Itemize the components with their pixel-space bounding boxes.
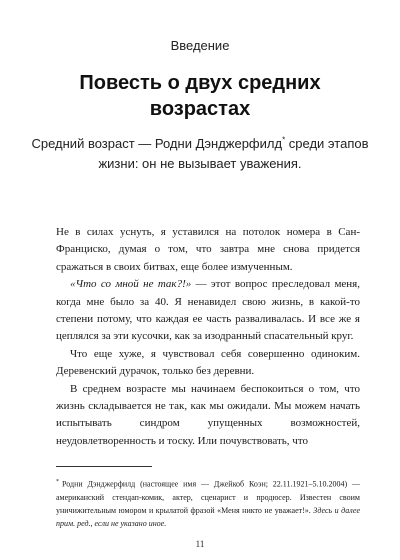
footnote-text: Родни Дэнджерфилд (настоящее имя — Джейкоб Коэн; 22.11.1921–5.10.2004) — американский стендап-комик, актер, сценарист и продюсер. Известен своим уничижительным юмором и крылатой фразой «Меня никто не уважает!». — [56, 479, 360, 515]
footnote-reference: * — [282, 135, 286, 145]
footnote-mark: * — [56, 479, 59, 485]
footnote — [56, 476, 360, 530]
epigraph-text-start: Средний возраст — Родни Дэнджерфилд — [31, 136, 283, 151]
body-text — [56, 224, 360, 450]
epigraph — [30, 134, 370, 174]
paragraph-2-text: — этот вопрос преследовал меня, когда мне было за 40. Я ненавидел свою жизнь, в какой-то степени потому, что каждая ее часть разваливалась. И все же я цеплялся за эти кусочки, как за изодранный спасательный круг. — [56, 278, 360, 343]
section-label: Введение — [170, 38, 230, 53]
paragraph-4: В среднем возрасте мы начинаем беспокоиться о том, что жизнь складывается не так, как мы ожидали. Мы можем начать испытывать синдром упущенных возможностей, неудовлетворенность и тоску. Или почувствовать, что — [56, 382, 360, 447]
paragraph-1: Не в силах уснуть, я уставился на потолок номера в Сан-Франциско, думая о том, что завтра мне снова придется сражаться в своих битвах, еще более измученным. — [56, 226, 360, 273]
epigraph-text-end: среди этапов жизни: он не вызывает уважения. — [98, 136, 369, 171]
paragraph-2-quote: «Что со мной не так?!» — [70, 278, 192, 291]
chapter-title: Повесть о двух средних возрастах — [79, 72, 321, 120]
paragraph-2 — [56, 276, 360, 346]
footnote-divider — [56, 466, 152, 467]
paragraph-3: Что еще хуже, я чувствовал себя совершенно одиноким. Деревенский дурачок, только без деревни. — [56, 347, 360, 378]
page-number: 11 — [195, 539, 205, 549]
footnote-editor-note: Здесь и далее прим. ред., если не указано иное. — [56, 505, 361, 528]
